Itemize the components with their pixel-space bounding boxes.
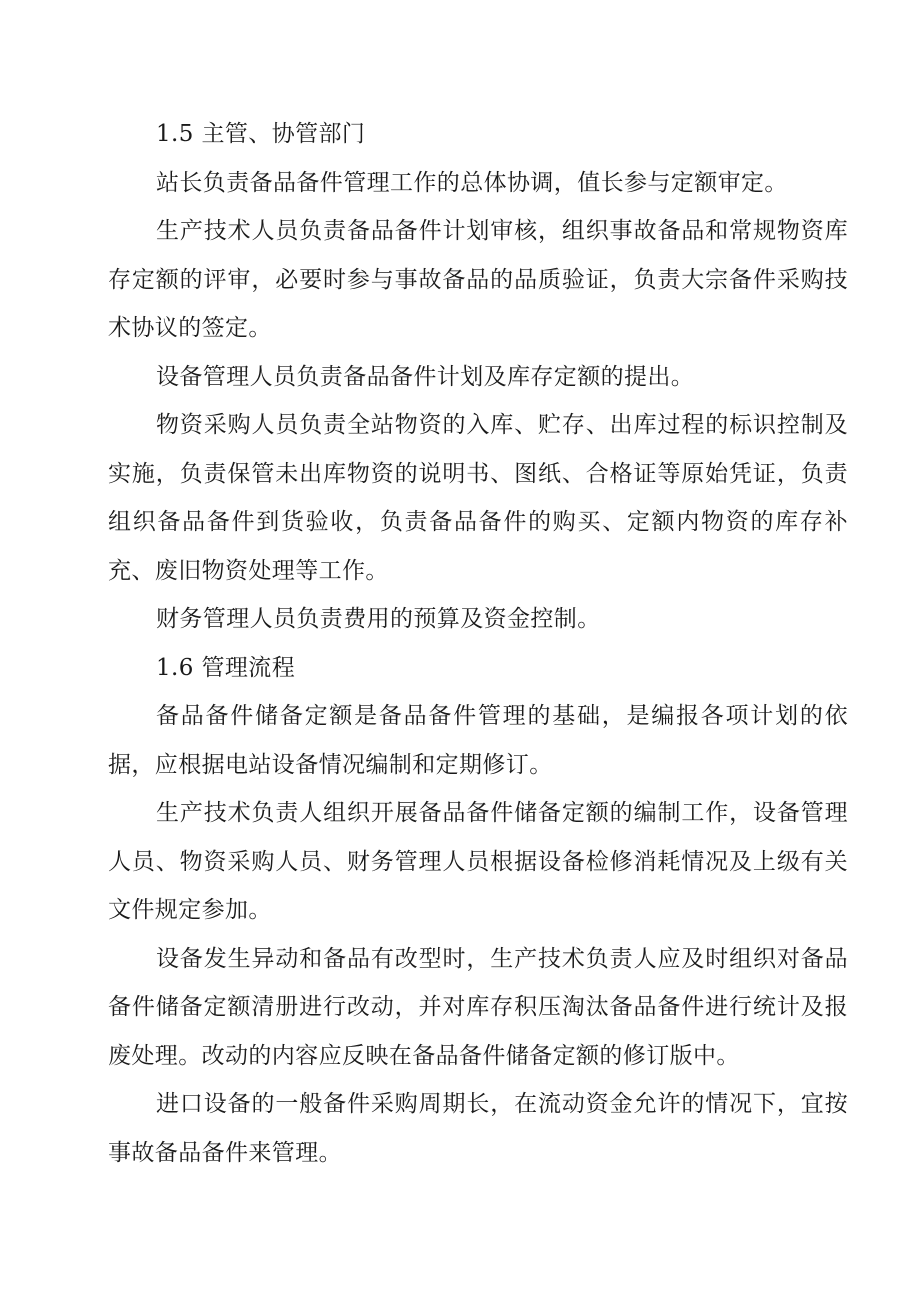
paragraph: 备品备件储备定额是备品备件管理的基础，是编报各项计划的依据，应根据电站设备情况编制和定期修订。 [108,703,848,778]
paragraph: 物资采购人员负责全站物资的入库、贮存、出库过程的标识控制及实施，负责保管未出库物资的说明书、图纸、合格证等原始凭证，负责组织备品备件到货验收，负责备品备件的购买、定额内物资的库存补充、废旧物资处理等工作。 [108,412,848,584]
paragraph: 站长负责备品备件管理工作的总体协调，值长参与定额审定。 [156,169,788,196]
paragraph: 生产技术负责人组织开展备品备件储备定额的编制工作，设备管理人员、物资采购人员、财务管理人员根据设备检修消耗情况及上级有关文件规定参加。 [108,800,848,923]
section-heading-1-6: 1.6 管理流程 [156,654,296,681]
paragraph: 财务管理人员负责费用的预算及资金控制。 [156,606,601,632]
paragraph: 进口设备的一般备件采购周期长，在流动资金允许的情况下，宜按事故备品备件来管理。 [108,1091,848,1166]
paragraph: 设备发生异动和备品有改型时，生产技术负责人应及时组织对备品备件储备定额清册进行改动，并对库存积压淘汰备品备件进行统计及报废处理。改动的内容应反映在备品备件储备定额的修订版中。 [108,945,848,1069]
paragraph: 生产技术人员负责备品备件计划审核，组织事故备品和常规物资库存定额的评审，必要时参与事故备品的品质验证，负责大宗备件采购技术协议的签定。 [108,218,848,341]
section-heading-1-5: 1.5 主管、协管部门 [156,121,366,147]
document-body [108,110,848,1177]
paragraph: 设备管理人员负责备品备件计划及库存定额的提出。 [156,363,695,390]
